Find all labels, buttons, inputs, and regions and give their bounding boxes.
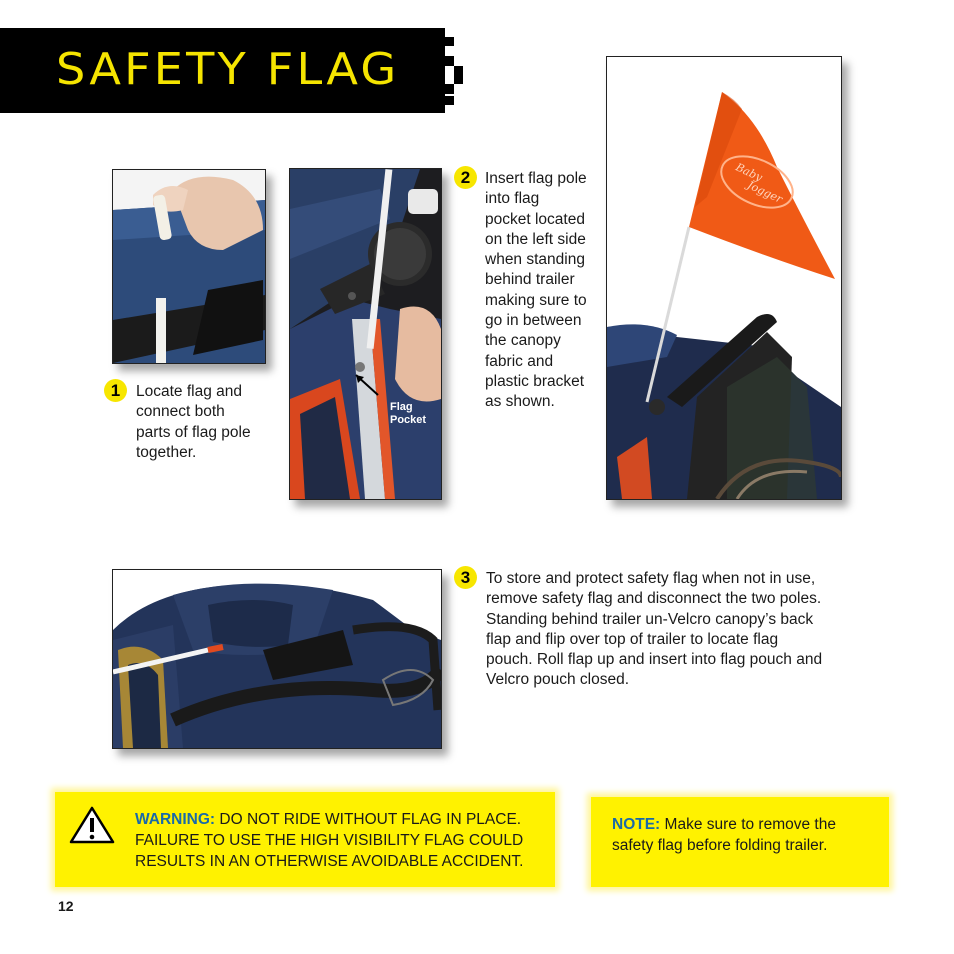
flag-pocket-callout [390,401,426,427]
warning-message: DO NOT RIDE WITHOUT FLAG IN PLACE. FAILURE TO USE THE HIGH VISIBILITY FLAG COULD RESULTS IN AN OTHERWISE AVOIDABLE ACCIDENT. [135,811,524,870]
photo-flag-pouch [112,569,442,749]
callout-line-1: Flag [390,401,413,413]
step-3-badge: 3 [454,566,477,589]
page-title: SAFETY FLAG [56,44,400,95]
flag-logo-line-2: Jogger [745,178,785,206]
warning-icon [69,806,115,844]
note-message: Make sure to remove the safety flag before folding trailer. [612,816,836,854]
note-label: NOTE: [612,816,661,833]
warning-text [135,809,545,872]
photo-flag-installed [606,56,842,500]
flag-logo-line-1: Baby [733,160,765,185]
page-number: 12 [58,898,74,914]
step-1-badge: 1 [104,379,127,402]
step-1-text: Locate flag and connect both parts of flag pole together. [136,383,251,461]
step-3-text: To store and protect safety flag when not in use, remove safety flag and disconnect the two poles. Standing behind trailer un-Velcro canopy’s back flap and flip over top of trailer to locate flag pouch. Roll flap up and insert into flag pouch and Velcro pouch closed. [486,570,823,689]
callout-line-2: Pocket [390,414,427,426]
photo-flag-pocket [289,168,442,500]
note-text [612,814,874,856]
step-2-badge: 2 [454,166,477,189]
warning-label: WARNING: [135,811,216,828]
header-pixel-decoration [437,28,463,113]
step-2-text: Insert flag pole into flag pocket located on the left side when standing behind trailer making sure to go in between the canopy fabric and plastic bracket as shown. [485,170,587,411]
photo-connect-poles [112,169,266,364]
